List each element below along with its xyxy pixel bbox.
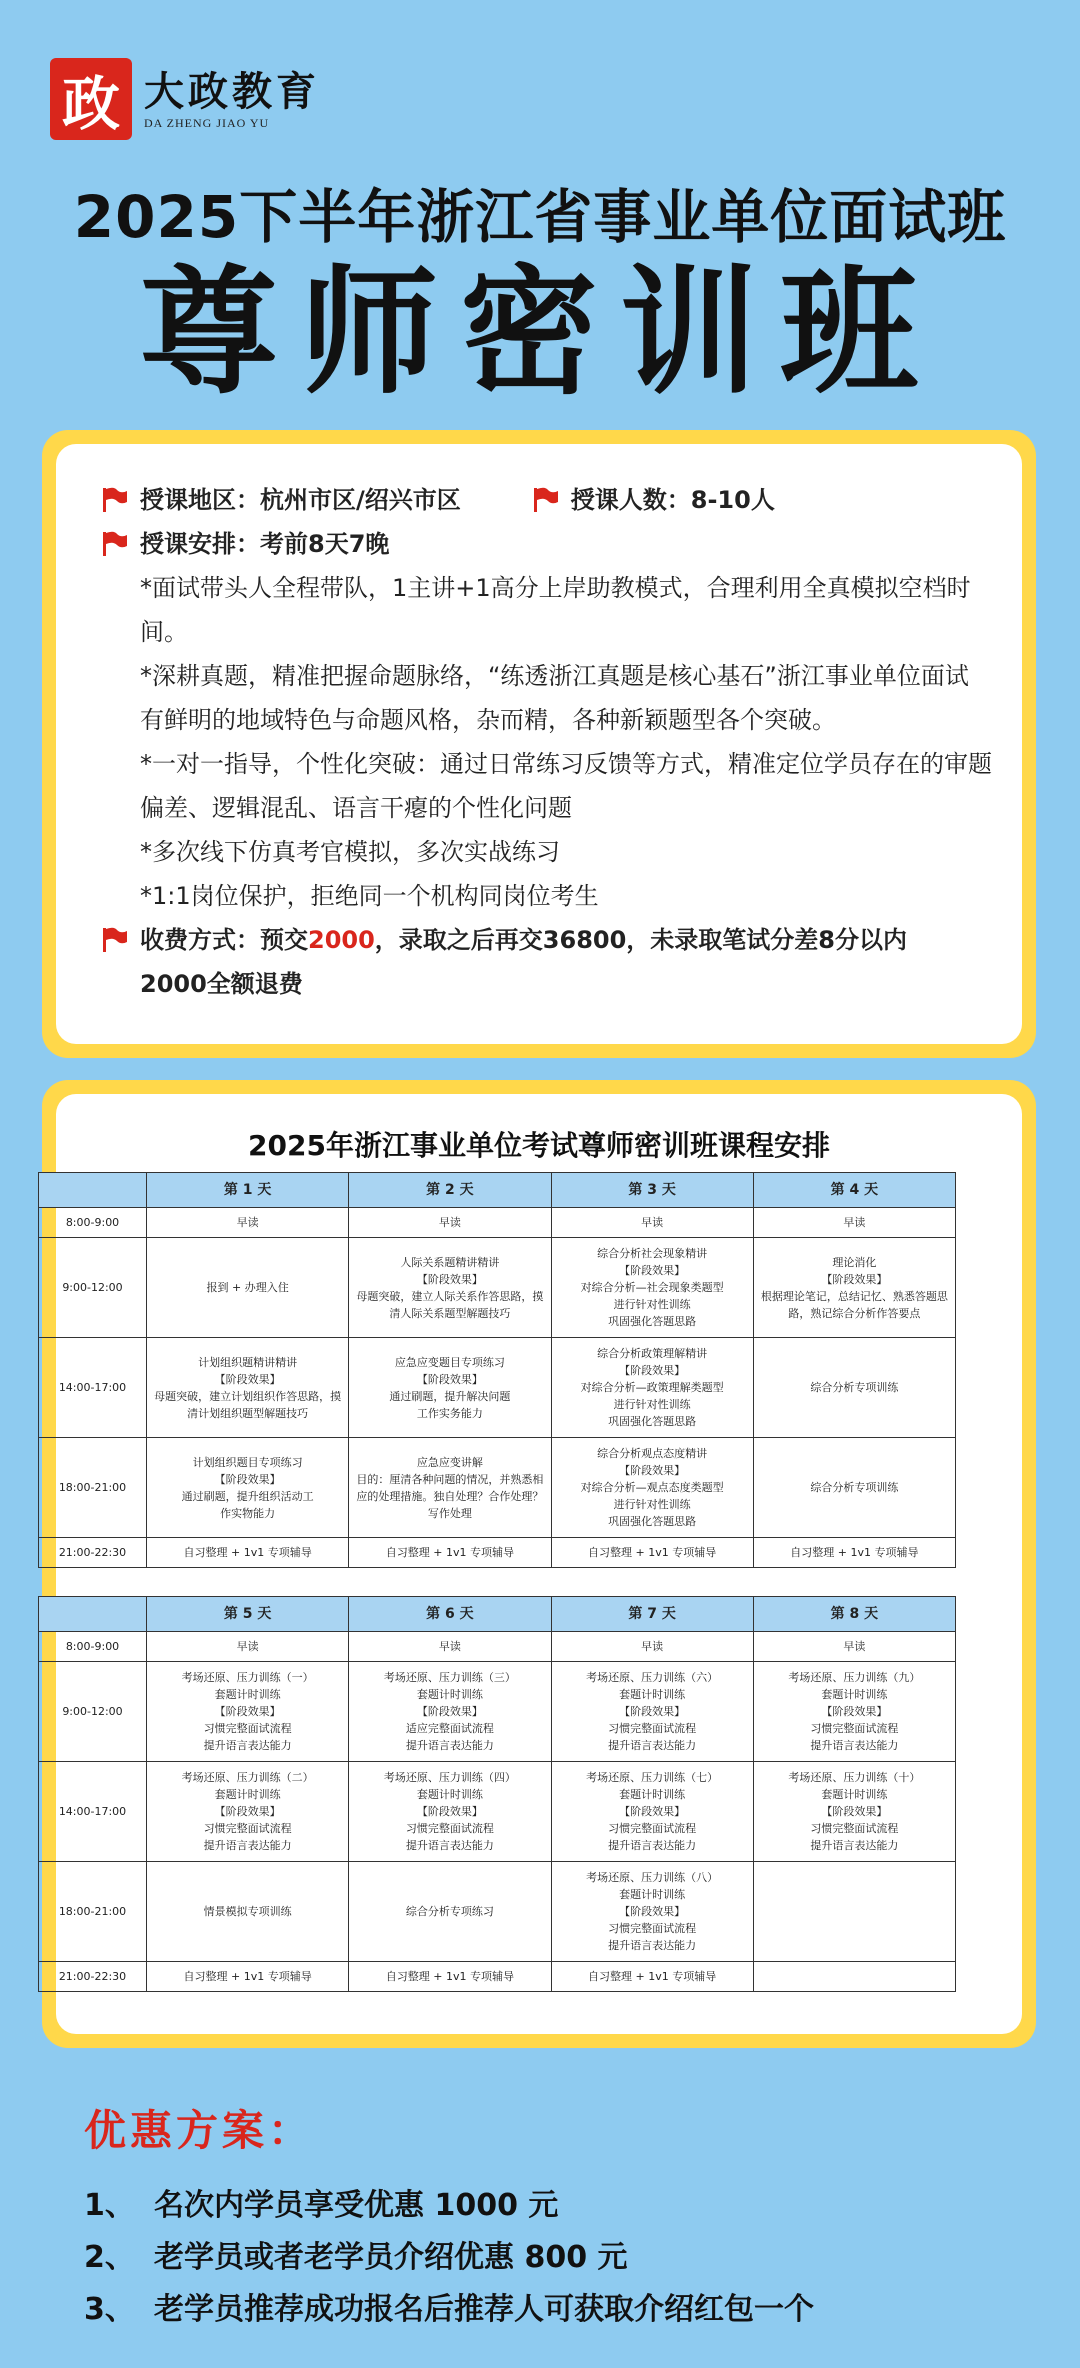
day-header: 第 3 天 bbox=[551, 1173, 753, 1208]
page-subtitle: 尊师密训班 bbox=[139, 252, 940, 413]
table-row bbox=[39, 1538, 956, 1568]
info-bullet: *1:1岗位保护，拒绝同一个机构同岗位考生 bbox=[140, 882, 599, 910]
schedule-cell: 自习整理 + 1v1 专项辅导 bbox=[147, 1962, 349, 1992]
info-bullet: *多次线下仿真考官模拟，多次实战练习 bbox=[140, 838, 560, 866]
brand-name-en: DA ZHENG JIAO YU bbox=[144, 115, 270, 130]
promo-num: 1、 bbox=[84, 2188, 135, 2223]
schedule-cell: 综合分析专项练习 bbox=[349, 1862, 551, 1962]
table-header-row bbox=[39, 1597, 956, 1632]
info-row-fee bbox=[100, 918, 992, 962]
fee-amount: 2000 bbox=[308, 926, 375, 954]
schedule-table-week1 bbox=[38, 1172, 956, 1568]
table-row bbox=[39, 1962, 956, 1992]
promo-item bbox=[84, 2232, 814, 2284]
schedule-cell: 早读 bbox=[349, 1208, 551, 1238]
brand-name-cn: 大政教育 bbox=[144, 67, 320, 115]
fee-label: 收费方式： bbox=[140, 926, 260, 954]
page-title: 2025下半年浙江省事业单位面试班 bbox=[73, 183, 1007, 251]
promo-title: 优惠方案： bbox=[84, 2106, 315, 2155]
table-row bbox=[39, 1662, 956, 1762]
schedule-cell: 早读 bbox=[753, 1632, 955, 1662]
week1-body bbox=[39, 1208, 956, 1568]
brand-logo bbox=[50, 58, 320, 140]
schedule-value: 考前8天7晚 bbox=[260, 530, 390, 558]
promo-item bbox=[84, 2180, 814, 2232]
schedule-cell: 自习整理 + 1v1 专项辅导 bbox=[147, 1538, 349, 1568]
info-row-schedule bbox=[100, 522, 992, 566]
schedule-cell: 早读 bbox=[753, 1208, 955, 1238]
time-slot-cell: 18:00-21:00 bbox=[39, 1438, 147, 1538]
schedule-cell: 应急应变题目专项练习 【阶段效果】 通过刷题，提升解决问题 工作实务能力 bbox=[349, 1338, 551, 1438]
fee-post: ，录取之后再交36800，未录取笔试分差8分以内 bbox=[374, 926, 907, 954]
day-header: 第 7 天 bbox=[551, 1597, 753, 1632]
schedule-cell: 自习整理 + 1v1 专项辅导 bbox=[349, 1538, 551, 1568]
schedule-cell: 计划组织题精讲精讲 【阶段效果】 母题突破，建立计划组织作答思路，摸清计划组织题型解题技巧 bbox=[147, 1338, 349, 1438]
fee-pre: 预交 bbox=[260, 926, 308, 954]
schedule-cell: 早读 bbox=[551, 1632, 753, 1662]
promo-item bbox=[84, 2284, 814, 2336]
schedule-title: 2025年浙江事业单位考试尊师密训班课程安排 bbox=[248, 1129, 830, 1162]
table-row bbox=[39, 1762, 956, 1862]
day-header: 第 2 天 bbox=[349, 1173, 551, 1208]
header-corner bbox=[39, 1597, 147, 1632]
schedule-cell: 计划组织题目专项练习 【阶段效果】 通过刷题，提升组织活动工 作实物能力 bbox=[147, 1438, 349, 1538]
info-bullet: *深耕真题，精准把握命题脉络，“练透浙江真题是核心基石”浙江事业单位面试有鲜明的地域特色与命题风格，杂而精，各种新颖题型各个突破。 bbox=[140, 662, 969, 734]
logo-text bbox=[144, 68, 320, 131]
schedule-cell: 情景模拟专项训练 bbox=[147, 1862, 349, 1962]
table-row bbox=[39, 1862, 956, 1962]
schedule-cell: 报到 + 办理入住 bbox=[147, 1238, 349, 1338]
week2-body bbox=[39, 1632, 956, 1992]
table-row bbox=[39, 1438, 956, 1538]
schedule-cell: 考场还原、压力训练（八） 套题计时训练 【阶段效果】 习惯完整面试流程 提升语言表达能力 bbox=[551, 1862, 753, 1962]
schedule-cell: 早读 bbox=[349, 1632, 551, 1662]
schedule-cell: 理论消化 【阶段效果】 根据理论笔记，总结记忆、熟悉答题思路，熟记综合分析作答要点 bbox=[753, 1238, 955, 1338]
time-slot-cell: 18:00-21:00 bbox=[39, 1862, 147, 1962]
schedule-cell bbox=[753, 1862, 955, 1962]
schedule-cell: 早读 bbox=[147, 1632, 349, 1662]
table-row bbox=[39, 1632, 956, 1662]
red-flag-icon bbox=[100, 530, 128, 558]
red-flag-icon bbox=[531, 486, 559, 514]
schedule-cell: 综合分析社会现象精讲 【阶段效果】 对综合分析—社会现象类题型 进行针对性训练 巩固强化答题思路 bbox=[551, 1238, 753, 1338]
day-header: 第 1 天 bbox=[147, 1173, 349, 1208]
time-slot-cell: 21:00-22:30 bbox=[39, 1538, 147, 1568]
location-value: 杭州市区/绍兴市区 bbox=[260, 486, 461, 514]
schedule-table-week2 bbox=[38, 1596, 956, 1992]
time-slot-cell: 14:00-17:00 bbox=[39, 1762, 147, 1862]
schedule-cell: 考场还原、压力训练（四） 套题计时训练 【阶段效果】 习惯完整面试流程 提升语言表达能力 bbox=[349, 1762, 551, 1862]
schedule-label: 授课安排： bbox=[140, 530, 260, 558]
schedule-cell: 早读 bbox=[551, 1208, 753, 1238]
schedule-cell: 应急应变讲解 目的：厘清各种问题的情况，并熟悉相应的处理措施。独自处理？合作处理？写作处理 bbox=[349, 1438, 551, 1538]
day-header: 第 4 天 bbox=[753, 1173, 955, 1208]
red-flag-icon bbox=[100, 926, 128, 954]
schedule-cell: 自习整理 + 1v1 专项辅导 bbox=[551, 1962, 753, 1992]
promo-section bbox=[84, 2098, 814, 2336]
info-card bbox=[42, 430, 1036, 1058]
schedule-cell: 综合分析政策理解精讲 【阶段效果】 对综合分析—政策理解类题型 进行针对性训练 巩固强化答题思路 bbox=[551, 1338, 753, 1438]
time-slot-cell: 9:00-12:00 bbox=[39, 1238, 147, 1338]
table-header-row bbox=[39, 1173, 956, 1208]
promo-text: 名次内学员享受优惠 1000 元 bbox=[154, 2188, 559, 2223]
promo-text: 老学员或者老学员介绍优惠 800 元 bbox=[154, 2240, 628, 2275]
size-value: 8-10人 bbox=[690, 486, 775, 514]
day-header: 第 6 天 bbox=[349, 1597, 551, 1632]
schedule-cell: 综合分析专项训练 bbox=[753, 1438, 955, 1538]
info-row-location-size bbox=[100, 478, 992, 522]
time-slot-cell: 9:00-12:00 bbox=[39, 1662, 147, 1762]
info-bullet: *面试带头人全程带队，1主讲+1高分上岸助教模式，合理利用全真模拟空档时间。 bbox=[140, 574, 971, 646]
schedule-cell: 考场还原、压力训练（七） 套题计时训练 【阶段效果】 习惯完整面试流程 提升语言表达能力 bbox=[551, 1762, 753, 1862]
table-row bbox=[39, 1238, 956, 1338]
red-flag-icon bbox=[100, 486, 128, 514]
schedule-cell: 考场还原、压力训练（六） 套题计时训练 【阶段效果】 习惯完整面试流程 提升语言表达能力 bbox=[551, 1662, 753, 1762]
time-slot-cell: 14:00-17:00 bbox=[39, 1338, 147, 1438]
day-header: 第 8 天 bbox=[753, 1597, 955, 1632]
location-label: 授课地区： bbox=[140, 486, 260, 514]
schedule-cell: 考场还原、压力训练（九） 套题计时训练 【阶段效果】 习惯完整面试流程 提升语言表达能力 bbox=[753, 1662, 955, 1762]
time-slot-cell: 8:00-9:00 bbox=[39, 1632, 147, 1662]
schedule-cell: 考场还原、压力训练（十） 套题计时训练 【阶段效果】 习惯完整面试流程 提升语言表达能力 bbox=[753, 1762, 955, 1862]
header-corner bbox=[39, 1173, 147, 1208]
schedule-cell: 综合分析专项训练 bbox=[753, 1338, 955, 1438]
schedule-cell: 考场还原、压力训练（二） 套题计时训练 【阶段效果】 习惯完整面试流程 提升语言表达能力 bbox=[147, 1762, 349, 1862]
time-slot-cell: 21:00-22:30 bbox=[39, 1962, 147, 1992]
promo-num: 2、 bbox=[84, 2240, 135, 2275]
schedule-cell: 考场还原、压力训练（三） 套题计时训练 【阶段效果】 适应完整面试流程 提升语言表达能力 bbox=[349, 1662, 551, 1762]
info-block bbox=[100, 478, 992, 1006]
schedule-cell bbox=[753, 1962, 955, 1992]
promo-text: 老学员推荐成功报名后推荐人可获取介绍红包一个 bbox=[154, 2292, 814, 2327]
schedule-cell: 综合分析观点态度精讲 【阶段效果】 对综合分析—观点态度类题型 进行针对性训练 巩固强化答题思路 bbox=[551, 1438, 753, 1538]
schedule-cell: 自习整理 + 1v1 专项辅导 bbox=[753, 1538, 955, 1568]
schedule-cell: 自习整理 + 1v1 专项辅导 bbox=[551, 1538, 753, 1568]
fee-line2: 2000全额退费 bbox=[140, 970, 303, 998]
schedule-cell: 考场还原、压力训练（一） 套题计时训练 【阶段效果】 习惯完整面试流程 提升语言表达能力 bbox=[147, 1662, 349, 1762]
schedule-cell: 早读 bbox=[147, 1208, 349, 1238]
day-header: 第 5 天 bbox=[147, 1597, 349, 1632]
schedule-cell: 自习整理 + 1v1 专项辅导 bbox=[349, 1962, 551, 1992]
logo-mark-icon: 政 bbox=[50, 58, 132, 140]
promo-num: 3、 bbox=[84, 2292, 135, 2327]
size-label: 授课人数： bbox=[570, 486, 691, 514]
info-bullet: *一对一指导，个性化突破：通过日常练习反馈等方式，精准定位学员存在的审题偏差、逻辑混乱、语言干瘪的个性化问题 bbox=[140, 750, 992, 822]
time-slot-cell: 8:00-9:00 bbox=[39, 1208, 147, 1238]
table-row bbox=[39, 1338, 956, 1438]
table-row bbox=[39, 1208, 956, 1238]
schedule-cell: 人际关系题精讲精讲 【阶段效果】 母题突破，建立人际关系作答思路，摸清人际关系题型解题技巧 bbox=[349, 1238, 551, 1338]
